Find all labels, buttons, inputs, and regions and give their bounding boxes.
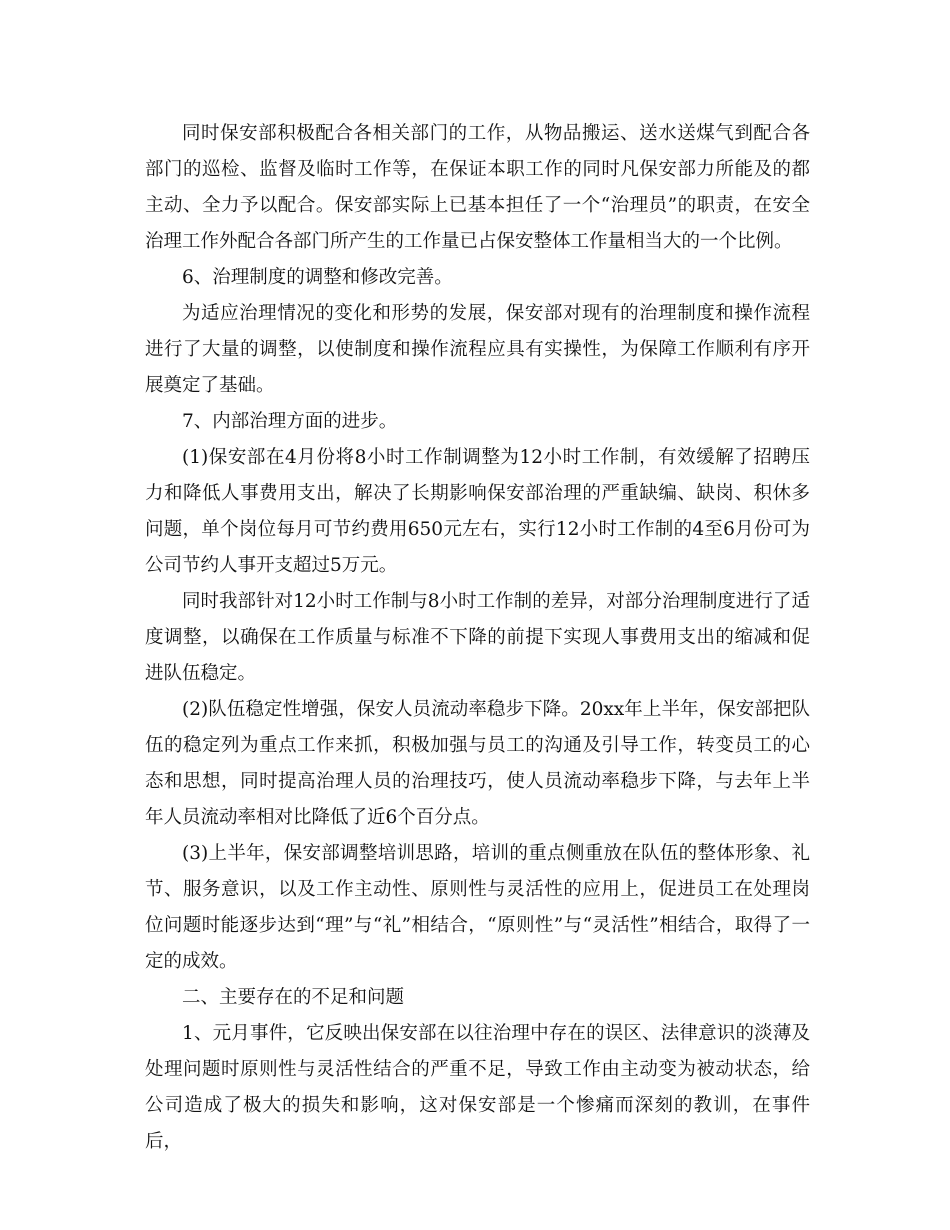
heading-internal-management: 7、内部治理方面的进步。 [182, 411, 398, 432]
document-body [145, 116, 810, 1160]
paragraph-schedule-difference: 同时我部针对12小时工作制与8小时工作制的差异，对部分治理制度进行了适度调整，以确保在工作质量与标准不下降的前提下实现人事费用支出的缩减和促进队伍稳定。 [145, 591, 810, 684]
paragraph-training: (3)上半年，保安部调整培训思路，培训的重点侧重放在队伍的整体形象、礼节、服务意识，以及工作主动性、原则性与灵活性的应用上，促进员工在处理岗位问题时能逐步达到“理”与“礼”相结合，“原则性”与“灵活性”相结合，取得了一定的成效。 [145, 843, 810, 972]
heading-problems: 二、主要存在的不足和问题 [182, 987, 405, 1008]
paragraph-team-stability: (2)队伍稳定性增强，保安人员流动率稳步下降。20xx年上半年，保安部把队伍的稳定列为重点工作来抓，积极加强与员工的沟通及引导工作，转变员工的心态和思想，同时提高治理人员的治理技巧，使人员流动率稳步下降，与去年上半年人员流动率相对比降低了近6个百分点。 [145, 699, 810, 828]
heading-management-system: 6、治理制度的调整和修改完善。 [182, 267, 453, 288]
paragraph-work-schedule: (1)保安部在4月份将8小时工作制调整为12小时工作制，有效缓解了招聘压力和降低人事费用支出，解决了长期影响保安部治理的严重缺编、缺岗、积休多问题，单个岗位每月可节约费用650元左右，实行12小时工作制的4至6月份可为公司节约人事开支超过5万元。 [145, 447, 810, 576]
paragraph-system-adjustment: 为适应治理情况的变化和形势的发展，保安部对现有的治理制度和操作流程进行了大量的调整，以使制度和操作流程应具有实操性，为保障工作顺利有序开展奠定了基础。 [145, 303, 810, 396]
paragraph-cooperation: 同时保安部积极配合各相关部门的工作，从物品搬运、送水送煤气到配合各部门的巡检、监督及临时工作等，在保证本职工作的同时凡保安部力所能及的都主动、全力予以配合。保安部实际上已基本担任了一个“治理员”的职责，在安全治理工作外配合各部门所产生的工作量已占保安整体工作量相当大的一个比例。 [145, 123, 810, 252]
paragraph-january-incident: 1、元月事件，它反映出保安部在以往治理中存在的误区、法律意识的淡薄及处理问题时原则性与灵活性结合的严重不足，导致工作由主动变为被动状态，给公司造成了极大的损失和影响，这对保安部是一个惨痛而深刻的教训，在事件后， [145, 1023, 810, 1152]
